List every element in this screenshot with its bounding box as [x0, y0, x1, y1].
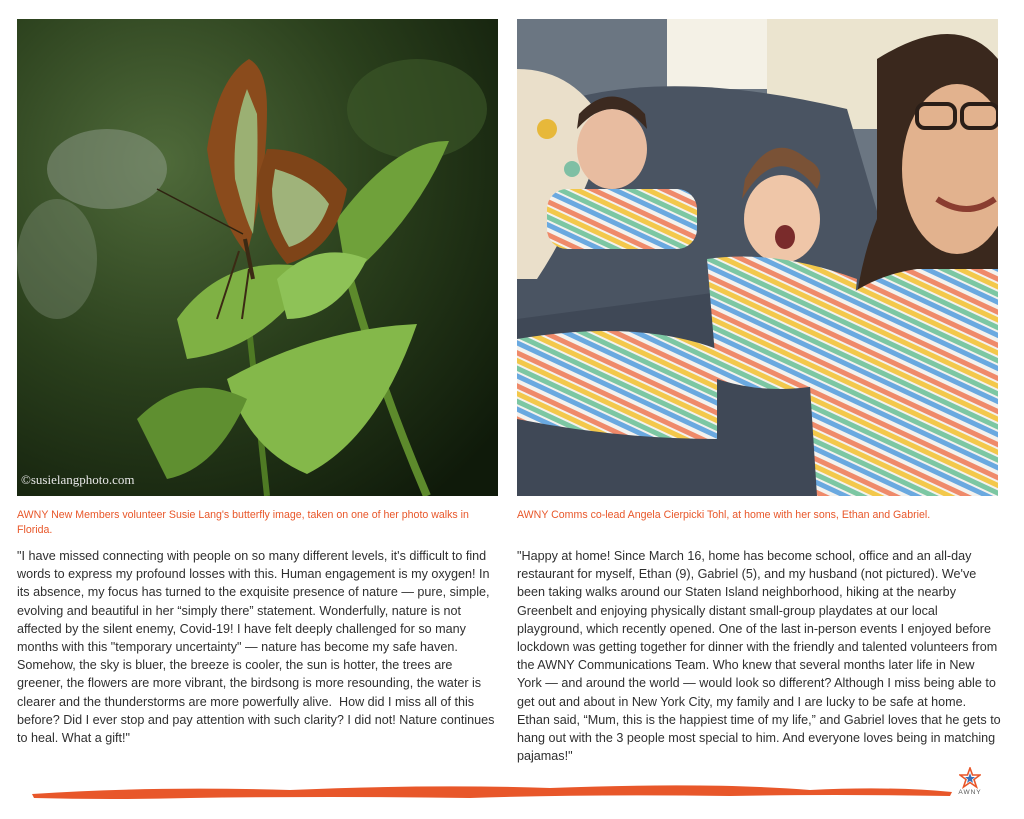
star-logo-icon [959, 767, 981, 789]
family-illustration [517, 19, 998, 496]
susie-quote: "I have missed connecting with people on so many different levels, it's difficult to find words to express my profound losses with this. Human engagement is my oxygen! In its absence, my focus has turned to the exquisite presence of nature — pure, simple, evolving and beautiful in her “simply there” statement. Wonderfully, nature is not affected by the silent enemy, Covid-19! I have felt deeply challenged for so many months with this "temporary uncertainty" — nature has become my safe haven. Somehow, the sky is bluer, the breeze is cooler, the sun is hotter, the trees are greener, the flowers are more vibrant, the birdsong is more resounding, the water is clearer and the thunderstorms are more powerfully alive. How did I miss all of this before? Did I ever stop and pay attention with such clarity? I did not! Nature continues to heal. What a gift!" [17, 549, 498, 746]
butterfly-illustration [17, 19, 498, 496]
awny-logo [955, 767, 985, 796]
awny-logo-text: AWNY [958, 789, 982, 796]
family-caption: AWNY Comms co-lead Angela Cierpicki Tohl, at home with her sons, Ethan and Gabriel. [517, 509, 931, 521]
family-photo [517, 19, 998, 496]
angela-quote: "Happy at home! Since March 16, home has become school, office and an all-day restaurant for myself, Ethan (9), Gabriel (5), and my husband (not pictured). We've been taking walks around our Staten Island neighborhood, hiking at the nearby Greenbelt and enjoying physically distant small-group playdates at our local playground, which recently opened. One of the last in-person events I enjoyed before lockdown was getting together for dinner with the friendly and talented volunteers from the AWNY Communications Team. Who knew that several months later life in New York — and around the world — would look so different? Although I miss being able to get out and about in New York City, my family and I are lucky to be safe at home. Ethan said, “Mum, this is the happiest time of my life,” and Gabriel loves that he gets to hang out with the 3 people most special to him. And everyone loves being in matching pajamas!" [517, 549, 1005, 764]
photo-watermark: ©susielangphoto.com [21, 472, 135, 487]
butterfly-photo [17, 19, 498, 496]
butterfly-caption: AWNY New Members volunteer Susie Lang's butterfly image, taken on one of her photo walks in Florida. [17, 509, 469, 536]
brush-stroke-divider [30, 778, 955, 802]
